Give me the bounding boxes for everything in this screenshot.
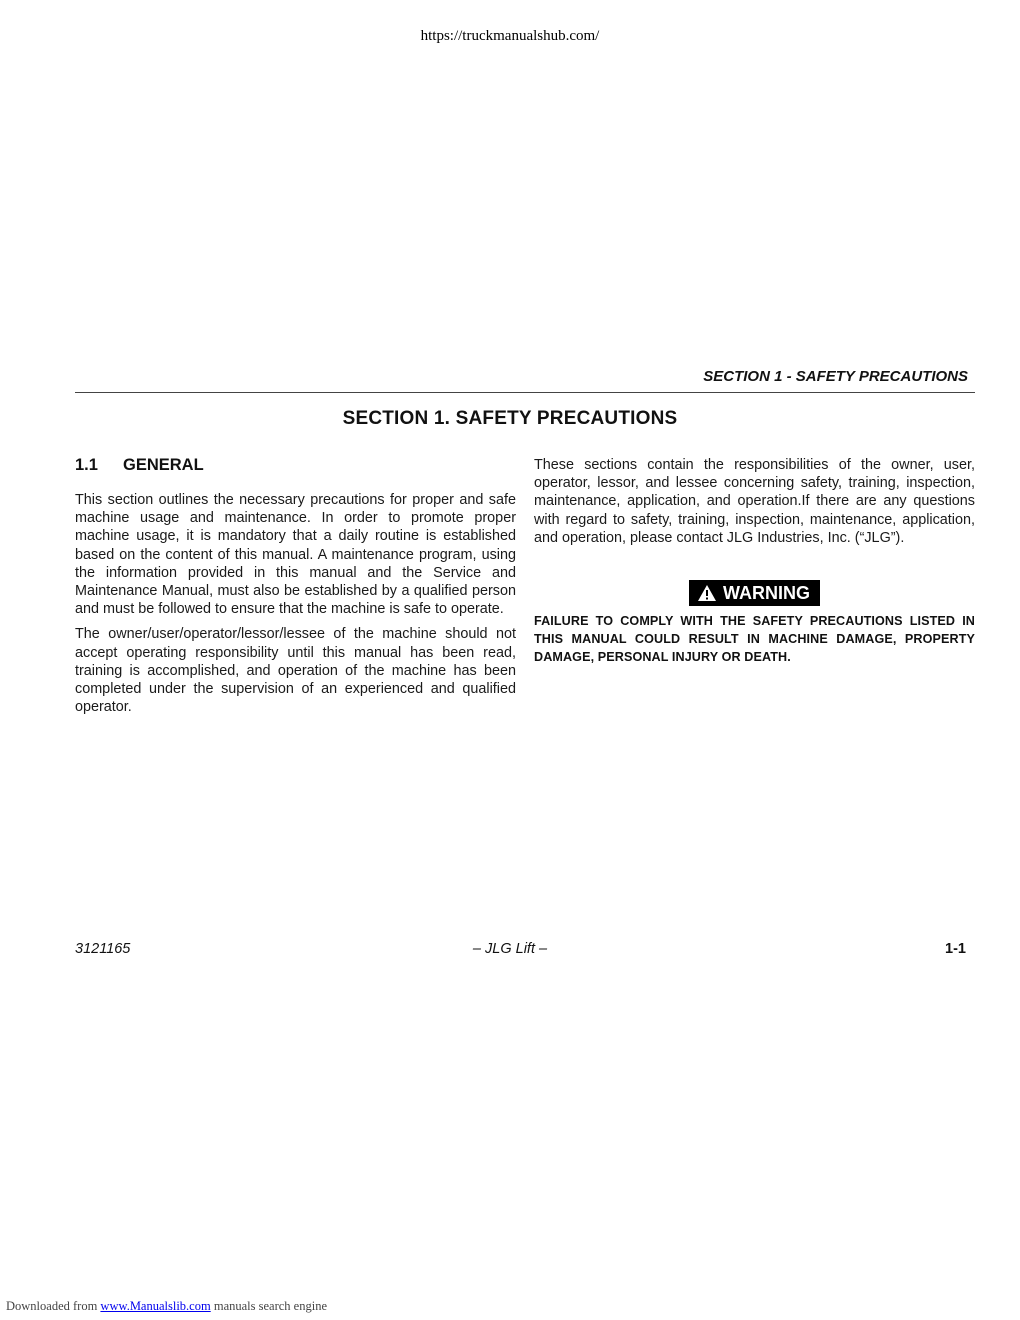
subsection-heading [75,456,204,475]
footer-doc-number: 3121165 [75,941,131,957]
section-title: SECTION 1. SAFETY PRECAUTIONS [342,408,678,429]
header-divider [75,392,975,393]
paragraph: The owner/user/operator/lessor/lessee of the machine should not accept operating responsibility until this manual has been read, training is accomplished, and operation of the machine has been completed under the supervision of an experienced and qualified operator. [75,626,516,716]
page-number: 1-1 [945,941,966,957]
download-line [6,1299,327,1314]
download-prefix: Downloaded from [6,1299,101,1313]
paragraph: This section outlines the necessary precautions for proper and safe machine usage and maintenance. In order to promote proper machine usage, it is mandatory that a daily routine is established based on the content of this manual. A maintenance program, using the information provided in this manual and the Service and Maintenance Manual, must also be established by a qualified person and must be followed to ensure that the machine is safe to operate. [75,492,516,618]
footer-center-text: – JLG Lift – [472,941,548,957]
warning-badge [689,580,820,606]
download-suffix: manuals search engine [210,1299,327,1313]
page-url: https://truckmanualshub.com/ [420,28,600,44]
manualslib-link[interactable]: www.Manualslib.com [100,1299,211,1313]
left-column [75,491,516,723]
subsection-number: 1.1 [75,456,98,474]
running-head: SECTION 1 - SAFETY PRECAUTIONS [703,368,968,385]
paragraph: These sections contain the responsibilities of the owner, user, operator, lessor, and lessee concerning safety, training, inspection, maintenance, application, and operation.If there are any questions with regard to safety, training, inspection, maintenance, application, and operation, please contact JLG Industries, Inc. (“JLG”). [534,457,975,546]
warning-text: FAILURE TO COMPLY WITH THE SAFETY PRECAUTIONS LISTED IN THIS MANUAL COULD RESULT IN MACHINE DAMAGE, PROPERTY DAMAGE, PERSONAL INJURY OR DEATH. [534,614,975,665]
warning-triangle-icon [697,584,717,602]
subsection-title: GENERAL [123,456,204,474]
warning-header [534,580,975,606]
right-column [534,456,975,554]
warning-label: WARNING [723,583,810,603]
